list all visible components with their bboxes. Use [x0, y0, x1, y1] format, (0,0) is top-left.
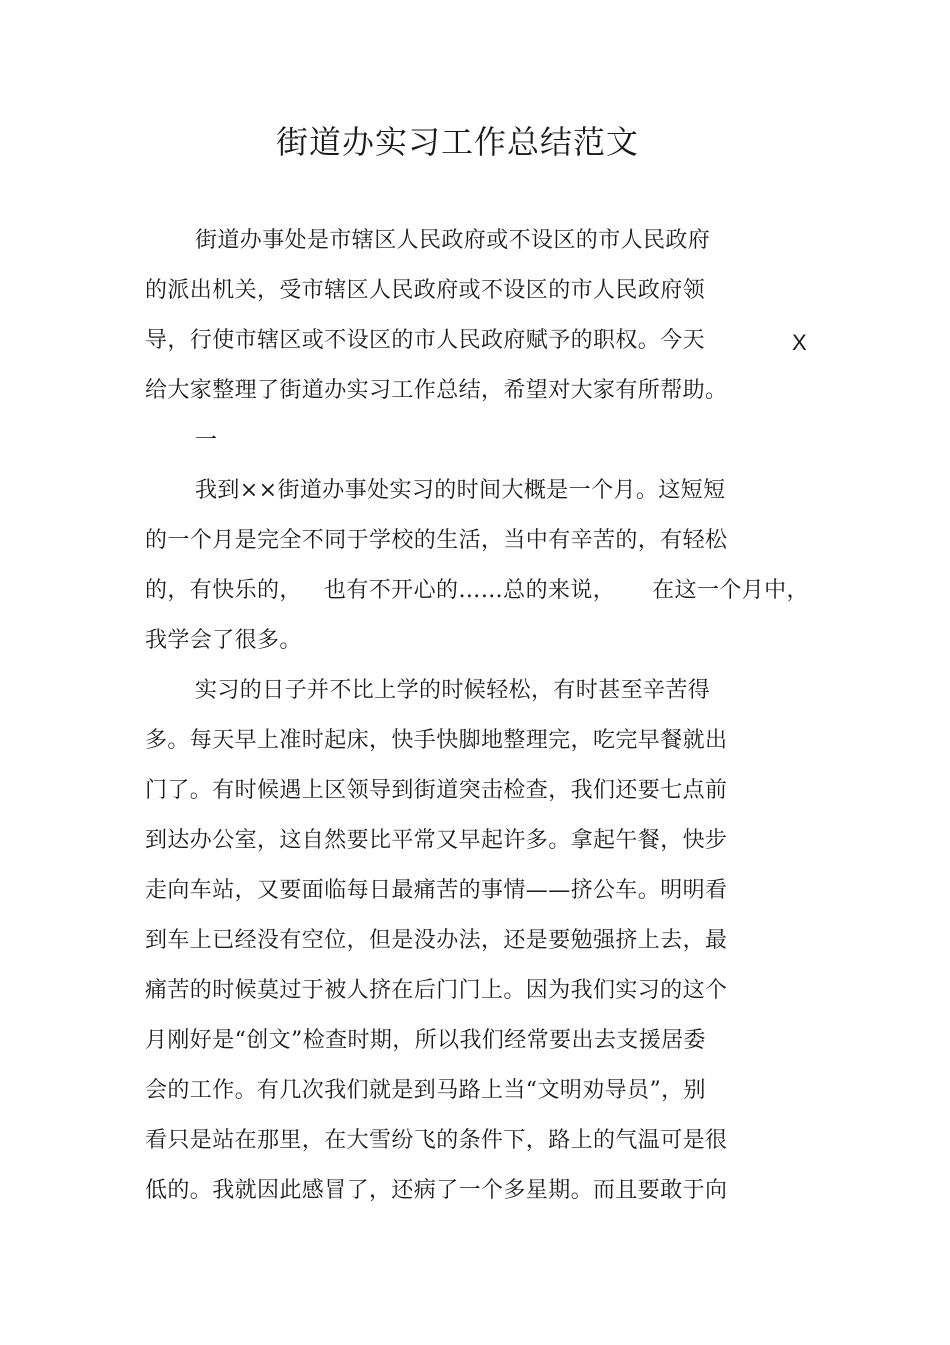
text-line: 到达办公室，这自然要比平常又早起许多。拿起午餐，快步: [145, 828, 728, 853]
text-line: 我学会了很多。: [145, 628, 302, 653]
text-line: 低的。我就因此感冒了，还病了一个多星期。而且要敢于向: [145, 1178, 728, 1203]
text-line: 我到××街道办事处实习的时间大概是一个月。这短短: [195, 478, 726, 503]
text-line: 多。每天早上准时起床，快手快脚地整理完，吃完早餐就出: [145, 728, 728, 753]
text-line: 的，有快乐的， 也有不开心的……总的来说， 在这一个月中，: [145, 578, 809, 603]
text-line: 到车上已经没有空位，但是没办法，还是要勉强挤上去，最: [145, 928, 728, 953]
text-line: 走向车站，又要面临每日最痛苦的事情——挤公车。明明看: [145, 878, 728, 903]
text-line: 的派出机关，受市辖区人民政府或不设区的市人民政府领: [145, 278, 706, 303]
text-line: 导，行使市辖区或不设区的市人民政府赋予的职权。今天: [145, 328, 706, 353]
text-line: 门了。有时候遇上区领导到街道突击检查，我们还要七点前: [145, 778, 728, 803]
text-line: 会的工作。有几次我们就是到马路上当“文明劝导员”，别: [145, 1078, 706, 1103]
text-line: 月刚好是“创文”检查时期，所以我们经常要出去支援居委: [145, 1028, 706, 1053]
text-line: 看只是站在那里，在大雪纷飞的条件下，路上的气温可是很: [145, 1128, 728, 1153]
document-title: 街道办实习工作总结范文: [275, 123, 639, 161]
text-line: 给大家整理了街道办实习工作总结，希望对大家有所帮助。: [145, 378, 728, 403]
margin-marker: X: [792, 330, 807, 355]
text-line: 街道办事处是市辖区人民政府或不设区的市人民政府: [195, 228, 711, 253]
text-line: 实习的日子并不比上学的时候轻松，有时甚至辛苦得: [195, 678, 711, 703]
text-line: 的一个月是完全不同于学校的生活，当中有辛苦的，有轻松: [145, 528, 728, 553]
section-number: 一: [195, 428, 218, 453]
text-line: 痛苦的时候莫过于被人挤在后门门上。因为我们实习的这个: [145, 978, 728, 1003]
